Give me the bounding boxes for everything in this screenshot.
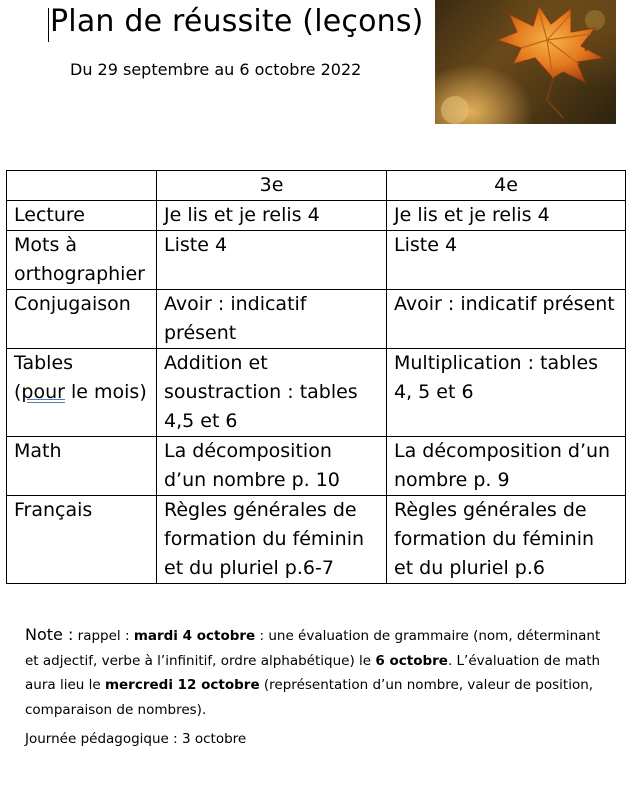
grade3-cell: Avoir : indicatif présent xyxy=(157,290,387,349)
grade4-cell: Règles générales de formation du féminin et du pluriel p.6 xyxy=(387,496,626,584)
table-row xyxy=(7,290,626,349)
table-header-cell-empty xyxy=(7,171,157,201)
table-row xyxy=(7,201,626,231)
subject-cell: Mots à orthographier xyxy=(7,231,157,290)
grade3-cell: Je lis et je relis 4 xyxy=(157,201,387,231)
page-title: Plan de réussite (leçons) xyxy=(50,4,424,39)
table-header-cell-4e: 4e xyxy=(387,171,626,201)
note-lead: Note : xyxy=(25,625,74,644)
subject-tables-label: Tables xyxy=(14,352,74,374)
grade3-cell: Liste 4 xyxy=(157,231,387,290)
note-text: . L’évaluation de math aura lieu le xyxy=(25,652,601,693)
subject-tables-suffix: le mois) xyxy=(64,381,147,403)
subject-cell: Français xyxy=(7,496,157,584)
note-text: (représentation d’un nombre, valeur de position, comparaison de nombres). xyxy=(25,677,594,718)
note-bold-date: mardi 4 octobre xyxy=(133,628,256,644)
table-row xyxy=(7,231,626,290)
table-header-row xyxy=(7,171,626,201)
note-paragraph xyxy=(25,623,610,722)
note-text: rappel : xyxy=(73,628,134,644)
grade3-cell: Règles générales de formation du féminin et du pluriel p.6-7 xyxy=(157,496,387,584)
lesson-plan-table xyxy=(6,170,626,584)
grade4-cell: Liste 4 xyxy=(387,231,626,290)
subject-cell xyxy=(7,349,157,437)
maple-leaf-icon xyxy=(435,0,616,124)
paren-open: ( xyxy=(14,381,22,403)
subject-cell: Math xyxy=(7,437,157,496)
note-bold-date: 6 octobre xyxy=(375,652,448,669)
subject-cell: Lecture xyxy=(7,201,157,231)
grade3-cell: Addition et soustraction : tables 4,5 et 6 xyxy=(157,349,387,437)
grade3-cell: La décomposition d’un nombre p. 10 xyxy=(157,437,387,496)
note-text: : une évaluation de grammaire (nom, déterminant et adjectif, verbe à l’infinitif, ordre alphabétique) le xyxy=(25,628,601,669)
text-cursor xyxy=(48,8,49,42)
note-bold-date: mercredi 12 octobre xyxy=(104,677,260,693)
table-row xyxy=(7,437,626,496)
subject-cell: Conjugaison xyxy=(7,290,157,349)
grade4-cell: Avoir : indicatif présent xyxy=(387,290,626,349)
table-row xyxy=(7,496,626,584)
grade4-cell: Multiplication : tables 4, 5 et 6 xyxy=(387,349,626,437)
table-header-cell-3e: 3e xyxy=(157,171,387,201)
grade4-cell: Je lis et je relis 4 xyxy=(387,201,626,231)
grade4-cell: La décomposition d’un nombre p. 9 xyxy=(387,437,626,496)
spellcheck-underlined-word: pour xyxy=(21,381,65,403)
table-row xyxy=(7,349,626,437)
autumn-leaf-image xyxy=(435,0,616,124)
date-range-subtitle: Du 29 septembre au 6 octobre 2022 xyxy=(70,60,362,79)
pedagogical-day-note: Journée pédagogique : 3 octobre xyxy=(25,731,247,747)
